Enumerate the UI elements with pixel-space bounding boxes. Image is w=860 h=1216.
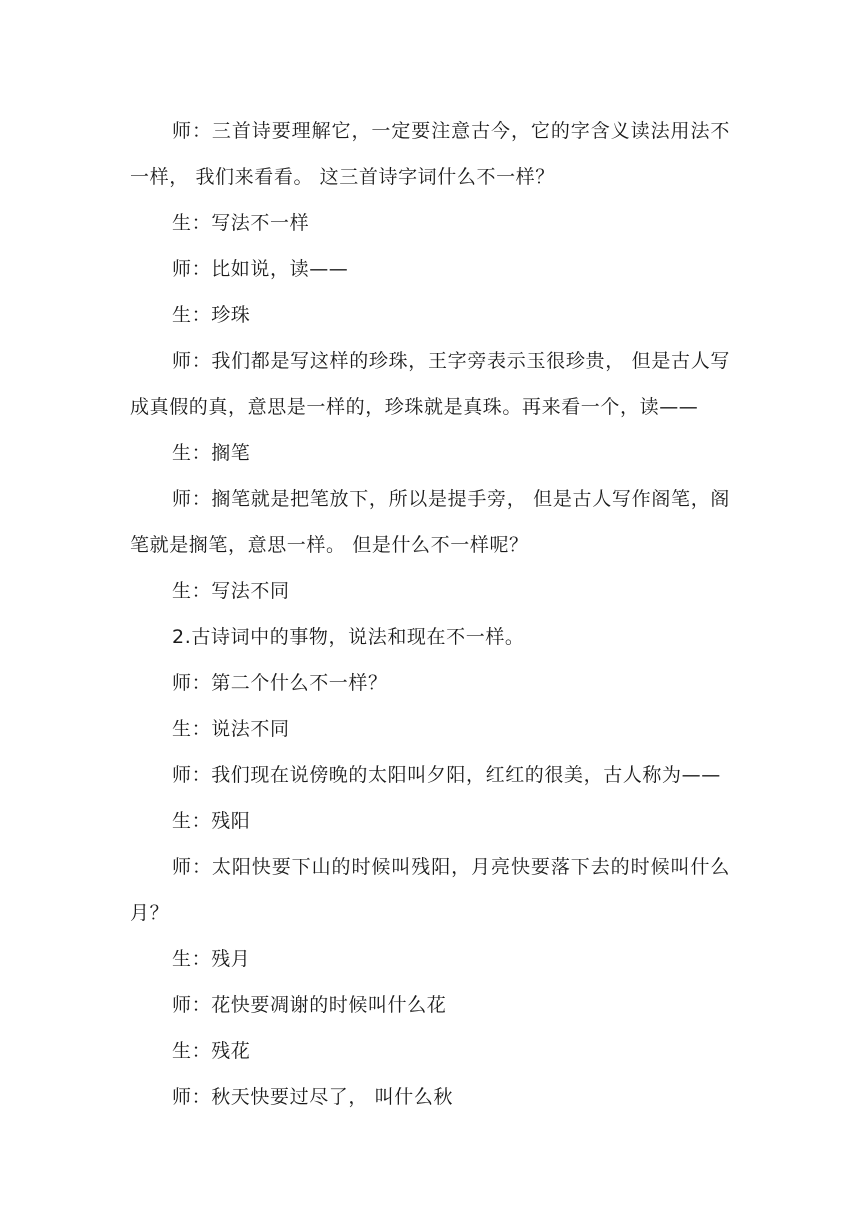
paragraph-12: 师：我们现在说傍晚的太阳叫夕阳，红红的很美，古人称为—— <box>172 764 721 786</box>
paragraph-2: 生：写法不一样 <box>172 212 310 234</box>
paragraph-7: 师：搁笔就是把笔放下，所以是提手旁， 但是古人写作阁笔，阁笔就是搁笔，意思一样。 但是什么不一样呢？ <box>130 488 730 556</box>
paragraph-14: 师：太阳快要下山的时候叫残阳，月亮快要落下去的时候叫什么月？ <box>130 856 730 924</box>
paragraph-5: 师：我们都是写这样的珍珠，王字旁表示玉很珍贵， 但是古人写成真假的真，意思是一样的，珍珠就是真珠。再来看一个，读—— <box>130 350 730 418</box>
paragraph-13: 生：残阳 <box>172 810 251 832</box>
paragraph-17: 生：残花 <box>172 1040 251 1062</box>
section-heading: 2.古诗词中的事物，说法和现在不一样。 <box>172 626 525 648</box>
paragraph-10: 师：第二个什么不一样？ <box>172 672 388 694</box>
paragraph-18: 师：秋天快要过尽了， 叫什么秋 <box>172 1086 454 1108</box>
paragraph-8: 生：写法不同 <box>172 580 290 602</box>
paragraph-11: 生：说法不同 <box>172 718 290 740</box>
paragraph-3: 师：比如说，读—— <box>172 258 349 280</box>
paragraph-6: 生：搁笔 <box>172 442 251 464</box>
paragraph-4: 生：珍珠 <box>172 304 251 326</box>
paragraph-16: 师：花快要凋谢的时候叫什么花 <box>172 994 447 1016</box>
paragraph-15: 生：残月 <box>172 948 251 970</box>
document-body <box>130 108 730 1120</box>
paragraph-1: 师：三首诗要理解它，一定要注意古今，它的字含义读法用法不一样， 我们来看看。 这三首诗字词什么不一样？ <box>130 120 730 188</box>
